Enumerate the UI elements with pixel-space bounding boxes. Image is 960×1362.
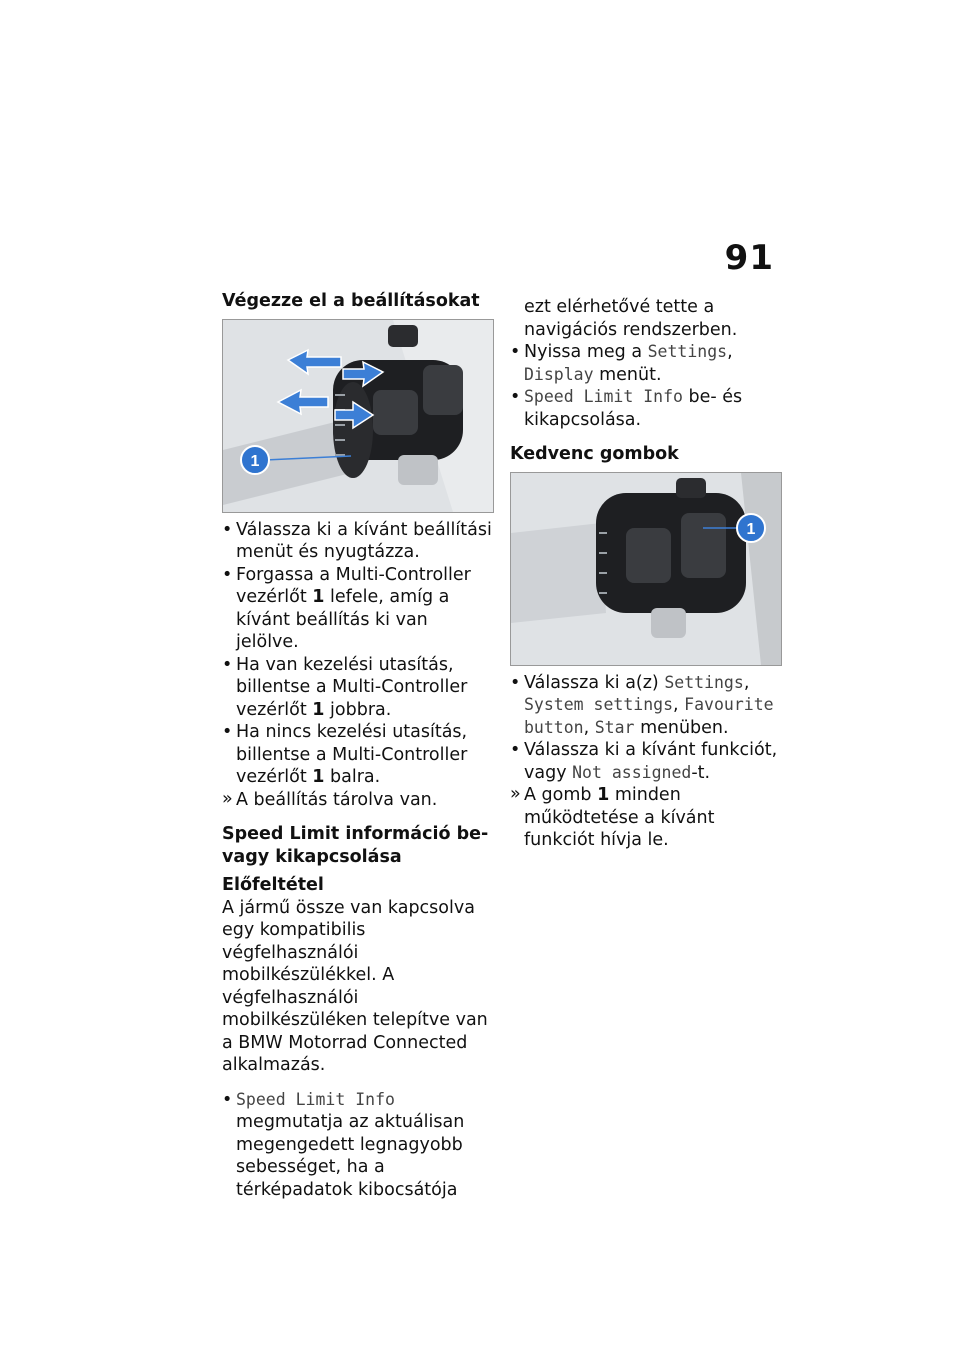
prerequisite-paragraph: A jármű össze van kapcsolva egy kompatibilis végfelhasználói mobilkészülékkel. A végfelhasználói mobilkészüléken telepítve van a BMW Motorrad Connected alkalmazás. [222, 897, 488, 1075]
list-item: • Ha van kezelési utasítás, billentse a Multi-Controller vezérlőt 1 jobbra. [222, 654, 492, 722]
instruction-list-1 [222, 519, 492, 812]
result-item: » A beállítás tárolva van. [222, 789, 492, 812]
list-item: • Válassza ki a kívánt beállítási menüt és nyugtázza. [222, 519, 492, 564]
section-heading-favourite-buttons: Kedvenc gombok [510, 444, 679, 464]
section-heading-settings: Végezze el a beállításokat [222, 291, 480, 311]
page-number: 91 [724, 238, 774, 278]
subheading-prerequisite: Előfeltétel [222, 875, 324, 895]
instruction-list-3 [510, 341, 780, 431]
continued-text: ezt elérhetővé tette a navigációs rendszerben. [524, 297, 738, 340]
callout-1-text: 1 [250, 452, 260, 470]
list-item: • Speed Limit Info megmutatja az aktuálisan megengedett legnagyobb sebességet, ha a térképadatok kibocsátója [222, 1089, 492, 1202]
handlebar-photo-multicontroller [222, 319, 494, 513]
list-item: • Válassza ki a kívánt funkciót, vagy Not assigned-t. [510, 739, 780, 784]
section-heading-speed-limit: Speed Limit információ be- vagy kikapcsolása [222, 824, 489, 867]
list-item: • Speed Limit Info be- és kikapcsolása. [510, 386, 780, 431]
right-column [510, 296, 780, 852]
multicontroller-illustration [223, 320, 493, 512]
list-item: • Nyissa meg a Settings, Display menüt. [510, 341, 780, 386]
result-item: » A gomb 1 minden működtetése a kívánt funkciót hívja le. [510, 784, 780, 852]
favourite-button-illustration [511, 473, 781, 665]
instruction-list-2 [222, 1089, 492, 1202]
list-item: • Válassza ki a(z) Settings, System settings, Favourite button, Star menüben. [510, 672, 780, 740]
handlebar-photo-favourite-button [510, 472, 782, 666]
list-item: • Forgassa a Multi-Controller vezérlőt 1 lefele, amíg a kívánt beállítás ki van jelölve. [222, 564, 492, 654]
callout-1-text: 1 [746, 520, 756, 538]
instruction-list-4 [510, 672, 780, 852]
list-item: • Ha nincs kezelési utasítás, billentse a Multi-Controller vezérlőt 1 balra. [222, 721, 492, 789]
left-column [222, 290, 492, 1201]
